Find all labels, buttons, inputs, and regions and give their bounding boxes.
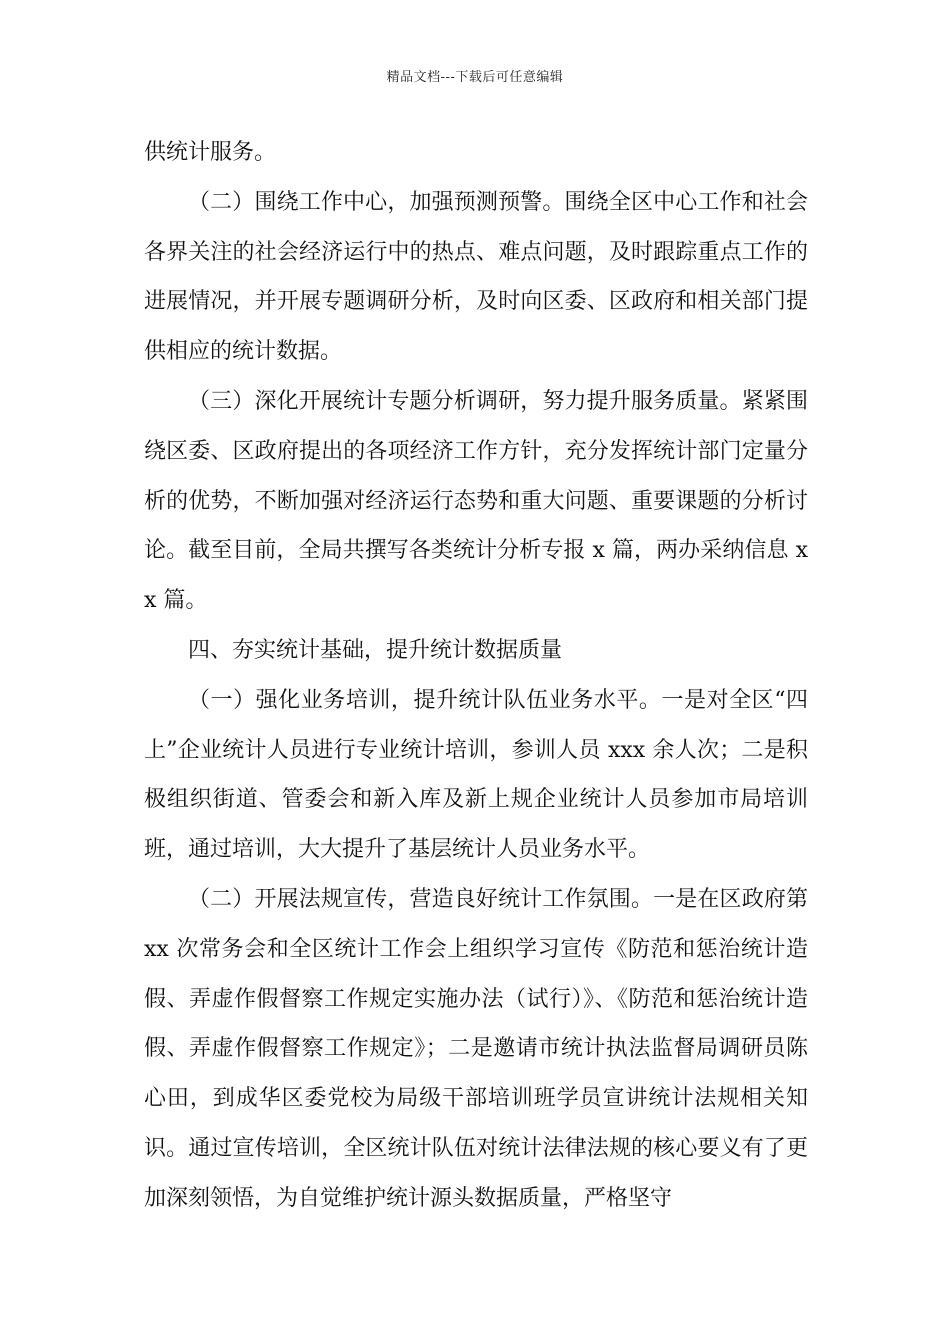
- paragraph-6: （二）开展法规宣传，营造良好统计工作氛围。一是在区政府第 xx 次常务会和全区统计工作会上组织学习宣传《防范和惩治统计造假、弄虚作假督察工作规定实施办法（试行）》、《防范和惩治统计造假、弄虚作假督察工作规定》；二是邀请市统计执法监督局调研员陈心田，到成华区委党校为局级干部培训班学员宣讲统计法规相关知识。通过宣传培训，全区统计队伍对统计法律法规的核心要义有了更加深刻领悟，为自觉维护统计源头数据质量，严格坚守: [144, 886, 808, 1211]
- paragraph-5: （一）强化业务培训，提升统计队伍业务水平。一是对全区“四上”企业统计人员进行专业统计培训，参训人员 xxx 余人次；二是积极组织街道、管委会和新入库及新上规企业统计人员参加市局培训班，通过培训，大大提升了基层统计人员业务水平。: [144, 687, 808, 863]
- paragraph-2: （二）围绕工作中心，加强预测预警。围绕全区中心工作和社会各界关注的社会经济运行中的热点、难点问题，及时跟踪重点工作的进展情况，并开展专题调研分析，及时向区委、区政府和相关部门提供相应的统计数据。: [144, 189, 808, 365]
- page-header: 精品文档---下载后可任意编辑: [386, 70, 564, 85]
- section-heading-4: 四、夯实统计基础，提升统计数据质量: [188, 637, 563, 663]
- paragraph-3: （三）深化开展统计专题分析调研，努力提升服务质量。紧紧围绕区委、区政府提出的各项经济工作方针，充分发挥统计部门定量分析的优势，不断加强对经济运行态势和重大问题、重要课题的分析讨论。截至目前，全局共撰写各类统计分析专报 x 篇，两办采纳信息 xx 篇。: [144, 388, 808, 614]
- paragraph-1: 供统计服务。: [144, 140, 277, 165]
- document-body: [144, 128, 808, 1224]
